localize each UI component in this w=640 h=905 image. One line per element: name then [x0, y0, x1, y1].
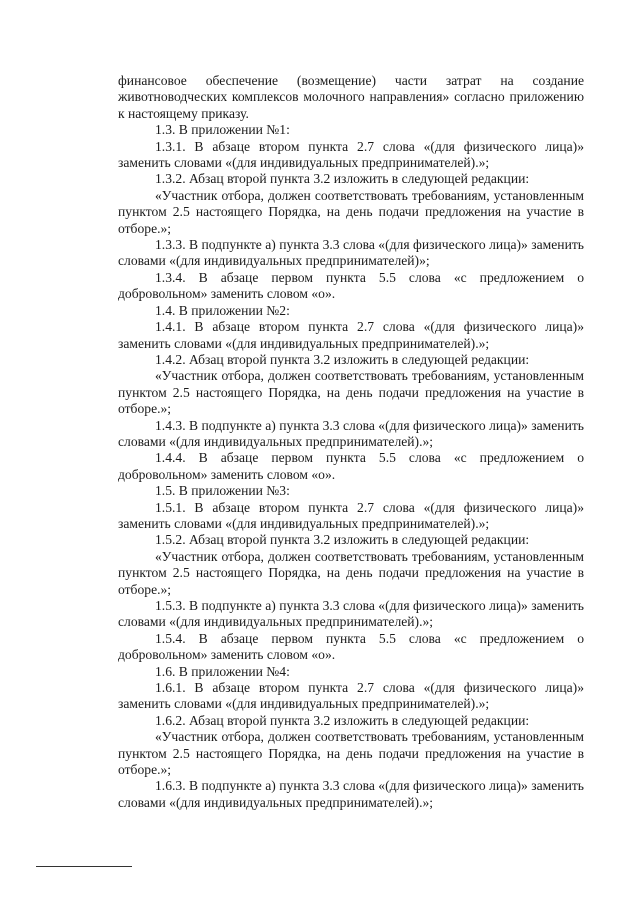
paragraph: «Участник отбора, должен соответствовать требованиям, установленным пунктом 2.5 настоящего Порядка, на день подачи предложения на участие в отборе.»;	[118, 548, 584, 597]
paragraph: 1.3.2. Абзац второй пункта 3.2 изложить в следующей редакции:	[155, 171, 530, 187]
paragraph: 1.5.2. Абзац второй пункта 3.2 изложить в следующей редакции:	[155, 532, 530, 548]
paragraph: 1.4.2. Абзац второй пункта 3.2 изложить в следующей редакции:	[155, 351, 530, 367]
document-body	[118, 73, 584, 811]
paragraph: «Участник отбора, должен соответствовать требованиям, установленным пунктом 2.5 настоящего Порядка, на день подачи предложения на участие в отборе.»;	[118, 729, 584, 778]
paragraph: 1.3. В приложении №1:	[155, 122, 290, 138]
paragraph: 1.3.4. В абзаце первом пункта 5.5 слова «с предложением о добровольном» заменить словом «о».	[118, 269, 584, 302]
paragraph: 1.4. В приложении №2:	[155, 302, 290, 318]
paragraph: 1.4.1. В абзаце втором пункта 2.7 слова «(для физического лица)» заменить словами «(для индивидуальных предпринимателей).»;	[118, 319, 584, 351]
paragraph: 1.4.3. В подпункте а) пункта 3.3 слова «(для физического лица)» заменить словами «(для индивидуальных предпринимателей).»;	[118, 417, 584, 449]
paragraph: 1.6. В приложении №4:	[155, 663, 290, 679]
paragraph: 1.5.4. В абзаце первом пункта 5.5 слова «с предложением о добровольном» заменить словом «о».	[118, 630, 584, 663]
paragraph: 1.5.1. В абзаце втором пункта 2.7 слова «(для физического лица)» заменить словами «(для индивидуальных предпринимателей).»;	[118, 499, 584, 531]
paragraph: «Участник отбора, должен соответствовать требованиям, установленным пунктом 2.5 настоящего Порядка, на день подачи предложения на участие в отборе.»;	[118, 187, 584, 236]
paragraph: 1.3.1. В абзаце втором пункта 2.7 слова «(для физического лица)» заменить словами «(для индивидуальных предпринимателей).»;	[118, 138, 584, 171]
paragraph: 1.6.1. В абзаце втором пункта 2.7 слова «(для физического лица)» заменить словами «(для индивидуальных предпринимателей).»;	[118, 680, 584, 712]
paragraph: 1.5. В приложении №3:	[155, 483, 290, 499]
paragraph: финансовое обеспечение (возмещение) части затрат на создание животноводческих комплексов молочного направления» согласно приложению к настоящему приказу.	[118, 73, 584, 121]
paragraph: 1.3.3. В подпункте а) пункта 3.3 слова «(для физического лица)» заменить словами «(для индивидуальных предпринимателей)»;	[118, 237, 584, 269]
footnote-separator	[36, 866, 132, 867]
paragraph: 1.4.4. В абзаце первом пункта 5.5 слова «с предложением о добровольном» заменить словом «о».	[118, 450, 584, 482]
paragraph: 1.6.3. В подпункте а) пункта 3.3 слова «(для физического лица)» заменить словами «(для индивидуальных предпринимателей).»;	[118, 778, 584, 810]
paragraph: «Участник отбора, должен соответствовать требованиям, установленным пунктом 2.5 настоящего Порядка, на день подачи предложения на участие в отборе.»;	[118, 368, 584, 417]
paragraph: 1.5.3. В подпункте а) пункта 3.3 слова «(для физического лица)» заменить словами «(для индивидуальных предпринимателей).»;	[118, 598, 584, 630]
paragraph: 1.6.2. Абзац второй пункта 3.2 изложить в следующей редакции:	[155, 712, 530, 728]
